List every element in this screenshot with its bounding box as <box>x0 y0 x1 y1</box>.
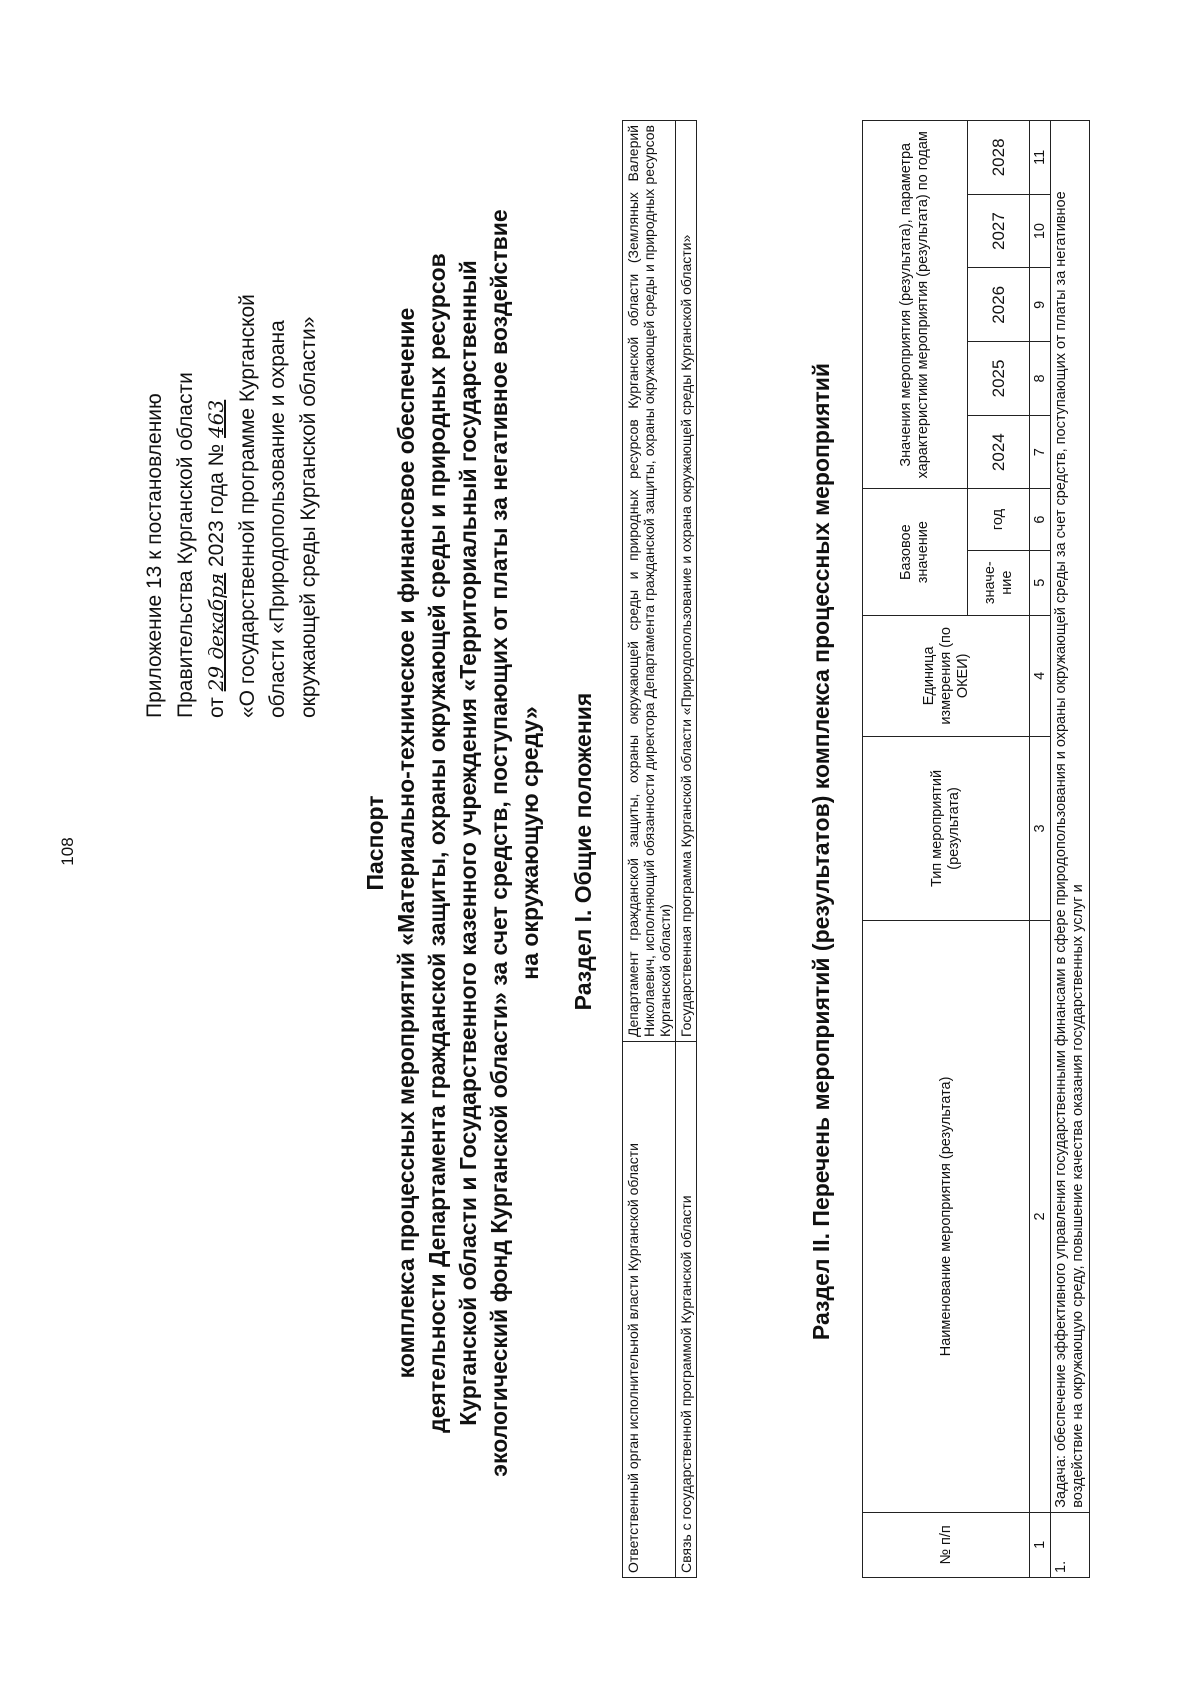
title-line: комплекса процессных мероприятий «Материально-техническое и финансовое обеспечение <box>393 307 419 1379</box>
table-row <box>623 121 676 1578</box>
handwritten-date: 29 декабря <box>204 572 228 692</box>
header-year: 2026 <box>968 268 1030 342</box>
header-unit: Единица измерения (по ОКЕИ) <box>863 615 1030 736</box>
table-row <box>676 121 697 1578</box>
col-number: 2 <box>1030 921 1051 1513</box>
column-number-row <box>1030 121 1051 1578</box>
header-base-value: значе-ние <box>968 550 1030 615</box>
header-year: 2025 <box>968 342 1030 416</box>
section2-title: Раздел II. Перечень мероприятий (результатов) комплекса процессных мероприятий <box>808 362 834 1341</box>
col-number: 1 <box>1030 1512 1051 1577</box>
appendix-line: области «Природопользование и охрана <box>266 320 289 718</box>
task-num: 1. <box>1051 1512 1090 1577</box>
col-number: 5 <box>1030 550 1051 615</box>
title-line: на окружающую среду» <box>517 706 543 980</box>
appendix-date-mid: 2023 года № <box>205 437 228 573</box>
title-line: деятельности Департамента гражданской защиты, охраны окружающей среды и природных ресурсов <box>424 253 450 1433</box>
header-name: Наименование мероприятия (результата) <box>863 921 1030 1513</box>
title-line: экологический фонд Курганской области» за счет средств, поступающих от платы за негативное воздействие <box>486 209 512 1477</box>
col-number: 9 <box>1030 268 1051 342</box>
col-number: 7 <box>1030 415 1051 489</box>
document-title <box>360 133 546 1553</box>
header-values: Значения мероприятия (результата), параметра характеристики мероприятия (результата) по годам <box>863 121 968 490</box>
appendix-line: Приложение 13 к постановлению <box>143 393 166 718</box>
appendix-line: окружающей среды Курганской области» <box>296 316 320 718</box>
header-year: 2027 <box>968 194 1030 268</box>
table-cell-value: Государственная программа Курганской области «Природопользование и охрана окружающей среды Курганской области» <box>676 121 697 1042</box>
appendix-date-prefix: от <box>205 691 228 718</box>
table-cell-value: Департамент гражданской защиты, охраны окружающей среды и природных ресурсов Курганской области (Земляных Валерий Николаевич, исполняющий обязанности директора Департамента гражданской защиты, охраны окружающей среды и природных ресурсов Курганской области) <box>623 121 676 1042</box>
header-base-year: год <box>968 489 1030 550</box>
header-num: № п/п <box>863 1512 1030 1577</box>
appendix-line: «О государственной программе Курганской <box>235 294 259 718</box>
col-number: 8 <box>1030 342 1051 416</box>
section1-title: Раздел I. Общие положения <box>570 692 596 1011</box>
col-number: 11 <box>1030 121 1051 195</box>
col-number: 10 <box>1030 194 1051 268</box>
title-line: Паспорт <box>362 795 388 891</box>
appendix-line: Правительства Курганской области <box>173 372 197 718</box>
measures-table <box>862 120 1090 1578</box>
handwritten-number: 463 <box>204 399 228 438</box>
table-cell-label: Связь с государственной программой Курганской области <box>676 1042 697 1578</box>
table-cell-label: Ответственный орган исполнительной власти Курганской области <box>623 1042 676 1578</box>
appendix-date-line <box>201 38 233 718</box>
appendix-header <box>140 38 324 718</box>
header-type: Тип мероприятий (результата) <box>863 736 1030 920</box>
header-row <box>863 121 968 1578</box>
task-row <box>1051 121 1090 1578</box>
task-text: Задача: обеспечение эффективного управления государственными финансами в сфере природопользования и охраны окружающей среды за счет средств, поступающих от платы за негативное воздействие на окружающую среду, повышение качества оказания государственных услуг и <box>1051 121 1090 1513</box>
col-number: 3 <box>1030 736 1051 920</box>
col-number: 4 <box>1030 615 1051 736</box>
header-year: 2028 <box>968 121 1030 195</box>
header-year: 2024 <box>968 415 1030 489</box>
general-provisions-table <box>622 120 697 1578</box>
col-number: 6 <box>1030 489 1051 550</box>
page-number: 108 <box>58 837 77 866</box>
title-line: Курганской области и Государственного казенного учреждения «Территориальный государственный <box>455 260 481 1426</box>
header-base: Базовое значение <box>863 489 968 615</box>
